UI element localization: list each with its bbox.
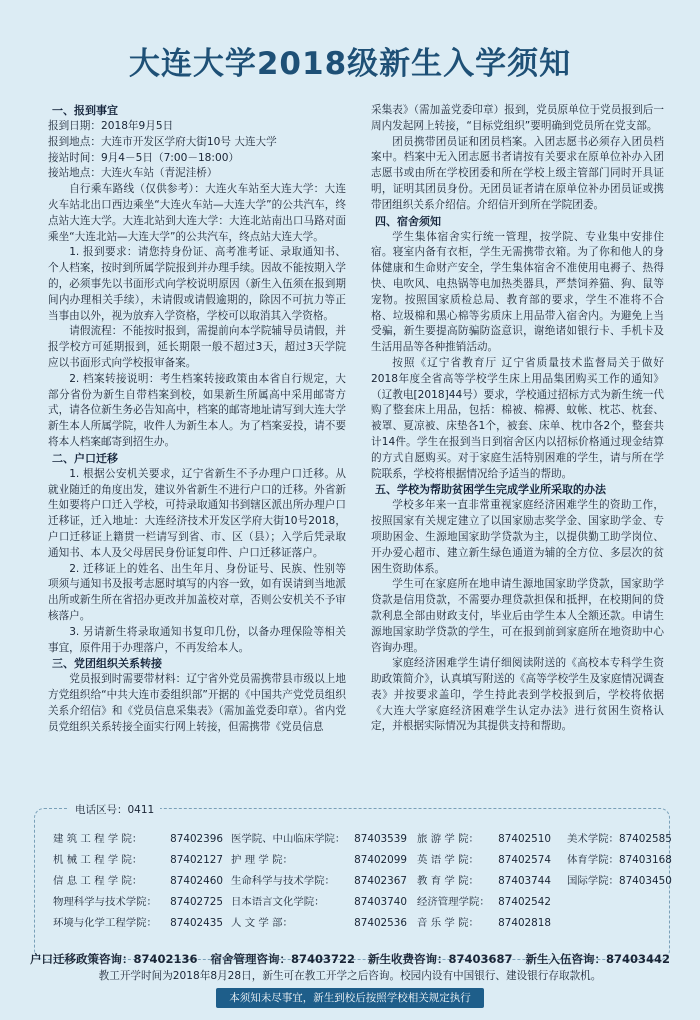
paragraph: 按照《辽宁省教育厅 辽宁省质量技术监督局关于做好2018年度全省高等学校学生床上用品集团购买工作的通知》（辽教电[2018]44号）要求，学校通过招标方式为新生统一代购了整套床上用品，包括：棉被、棉褥、蚊帐、枕芯、枕套、被罩、夏凉被、床垫各1个，被套、床单、枕巾各2个，整套共计14件。学生在报到当日到宿舍区内以招标价格通过现金结算的方式自愿购买。对于家庭生活特别困难的学生，请与所在学院联系，学校将根据情况给予适当的帮助。 xyxy=(371,356,664,480)
hotline-item: 户口迁移政策咨询：87402136 xyxy=(30,952,198,966)
department-name: 信 息 工 程 学 院： xyxy=(53,875,143,887)
paragraph: 请假流程：不能按时报到，需提前向本学院辅导员请假，并报学校方可延期报到，延长期限一般不超过3天，超过3天学院应以书面形式向学校报审备案。 xyxy=(48,325,346,369)
department-phone: 87402536 xyxy=(354,917,407,929)
department-name: 环境与化学工程学院： xyxy=(53,917,157,929)
contact-row xyxy=(53,829,223,850)
department-phone: 87403539 xyxy=(354,833,407,845)
paragraph: 团员携带团员证和团员档案。入团志愿书必须存入团员档案中。档案中无入团志愿书者请按有关要求在原单位补办入团志愿书或由所在学校团委和所在学校上级主管部门同时开具证明，证明其团员身份。无团员证者请在原单位补办团员证或携带团组织关系介绍信。介绍信开到所在学院团委。 xyxy=(371,135,664,211)
contact-row xyxy=(231,892,407,913)
hotline-item: 新生入伍咨询：87403442 xyxy=(525,952,670,966)
department-name: 教 育 学 院： xyxy=(417,875,479,887)
department-name: 旅 游 学 院： xyxy=(417,833,479,845)
contact-row xyxy=(417,850,551,871)
info-line: 报到日期：2018年9月5日 xyxy=(48,120,174,132)
info-line: 报到地点：大连市开发区学府大街10号 大连大学 xyxy=(48,135,277,148)
department-name: 国际学院： xyxy=(567,875,619,887)
department-name: 医学院、中山临床学院： xyxy=(231,833,346,845)
notice-body xyxy=(48,103,664,803)
department-phone: 87403168 xyxy=(618,854,672,866)
right-column xyxy=(371,103,664,803)
contact-column xyxy=(567,829,672,892)
bank-note: 教工开学时间为2018年8月28日，新生可在教工开学之后咨询。校园内设有中国银行、建设银行存取款机。 xyxy=(98,970,602,982)
paragraph: 学校多年来一直非常重视家庭经济困难学生的资助工作，按照国家有关规定建立了以国家励志奖学金、国家助学金、专项助困金、生源地国家助学贷款为主，以提供勤工助学岗位、开办爱心超市、建立新生绿色通道为辅的全方位、多层次的贫困生资助体系。 xyxy=(371,499,664,575)
department-phone: 87403740 xyxy=(354,896,407,908)
section-heading: 四、宿舍须知 xyxy=(375,214,441,228)
contact-row xyxy=(53,871,223,892)
contact-row xyxy=(231,871,407,892)
contact-row xyxy=(53,892,223,913)
info-line: 接站地点：大连火车站（青泥洼桥） xyxy=(48,167,218,180)
paragraph: 采集表》（需加盖党委印章）报到，党员原单位于党员报到后一周内发起网上转接，“目标党组织”要明确到党员所在党支部。 xyxy=(371,104,664,132)
contact-column xyxy=(417,829,551,934)
contact-column xyxy=(231,829,407,934)
contact-column xyxy=(53,829,223,934)
contact-row xyxy=(567,850,672,871)
department-name: 体育学院： xyxy=(567,854,619,866)
department-name: 物理科学与技术学院： xyxy=(53,896,157,908)
department-phone: 87402574 xyxy=(498,854,551,866)
contact-row xyxy=(231,850,407,871)
contact-row xyxy=(417,913,551,934)
section-heading: 五、学校为帮助贫困学生完成学业所采取的办法 xyxy=(375,483,606,497)
paragraph: 2. 迁移证上的姓名、出生年月、身份证号、民族、性别等项须与通知书及报考志愿时填写的内容一致，如有误请到当地派出所或新生所在省招办更改并加盖校对章，否则公安机关不予审核落户。 xyxy=(48,562,346,622)
contact-row xyxy=(231,829,407,850)
department-name: 人 文 学 部： xyxy=(231,917,293,929)
contact-row xyxy=(231,913,407,934)
left-column xyxy=(48,103,346,803)
paragraph: 自行乘车路线（仅供参考）：大连火车站至大连大学：大连火车站北出口西边乘坐“大连火车站—大连大学”的公共汽车，终点站大连大学。大连北站到大连大学：大连北站南出口马路对面乘坐“大连北站—大连大学”的公共汽车，终点站大连大学。 xyxy=(48,183,346,243)
department-phone: 87402367 xyxy=(354,875,407,887)
hotline-item: 宿舍管理咨询：87403722 xyxy=(210,952,355,966)
contact-row xyxy=(417,892,551,913)
area-code-label: 电话区号：0411 xyxy=(69,802,160,817)
section-heading: 二、户口迁移 xyxy=(52,451,118,465)
info-line: 接站时间：9月4－5日（7:00－18:00） xyxy=(48,151,240,164)
department-name: 英 语 学 院： xyxy=(417,854,479,866)
paragraph: 家庭经济困难学生请仔细阅读附送的《高校本专科学生资助政策简介》，认真填写附送的《高等学校学生及家庭情况调查表》并按要求盖印，学生持此表到学校报到后，学校将依据《大连大学家庭经济困难学生认定办法》进行贫困生资格认定，并根据实际情况为其提供支持和帮助。 xyxy=(371,657,664,733)
paragraph: 党员报到时需要带材料：辽宁省外党员需携带县市级以上地方党组织给“中共大连市委组织部”开据的《中国共产党党员组织关系介绍信》和《党员信息采集表》（需加盖党委印章）。省内党员党组织关系转接全面实行网上转接，但需携带《党员信息 xyxy=(48,673,346,733)
department-name: 建 筑 工 程 学 院： xyxy=(53,833,143,845)
paragraph: 1. 根据公安机关要求，辽宁省新生不予办理户口迁移。从就业随迁的角度出发，建议外省新生不进行户口的迁移。外省新生如要将户口迁入学校，可持录取通知书到辖区派出所办理户口迁移证，迁入地址：大连经济技术开发区学府大街10号2018，户口迁移证上籍贯一栏请写到省、市、区（县）；入学后凭录取通知书、本人及父母居民身份证复印件、户口迁移证落户。 xyxy=(48,467,346,559)
section-heading: 一、报到事宜 xyxy=(52,104,118,117)
contact-row xyxy=(417,829,551,850)
contact-row xyxy=(53,913,223,934)
contact-row xyxy=(53,850,223,871)
paragraph: 学生可在家庭所在地申请生源地国家助学贷款，国家助学贷款是信用贷款，不需要办理贷款担保和抵押，在校期间的贷款利息全部由财政支付，毕业后由学生本人全额还款。申请生源地国家助学贷款的学生，可在报到前到家庭所在地资助中心咨询办理。 xyxy=(371,578,664,654)
department-phone: 87402818 xyxy=(498,917,551,929)
paragraph: 学生集体宿舍实行统一管理，按学院、专业集中安排住宿。寝室内备有衣柜，学生无需携带衣箱。为了你和他人的身体健康和生命财产安全，学生集体宿舍不准使用电褥子、热得快、电吹风、电热锅等电加热类器具，严禁饲养猫、狗、鼠等宠物。按照国家质检总局、教育部的要求，学生不准将不合格、垃圾棉和黑心棉等劣质床上用品带入宿舍内。为避免上当受骗，新生要提高防骗防盗意识，谢绝诸如银行卡、手机卡及生活用品等各种推销活动。 xyxy=(371,230,664,354)
department-name: 护 理 学 院： xyxy=(231,854,293,866)
department-phone: 87403744 xyxy=(498,875,551,887)
department-phone: 87402396 xyxy=(170,833,223,845)
page-title: 大连大学2018级新生入学须知 xyxy=(128,46,572,82)
department-phone: 87402435 xyxy=(170,917,223,929)
contact-row xyxy=(567,871,672,892)
department-name: 日本语言文化学院： xyxy=(231,896,325,908)
footer-banner: 本须知未尽事宜，新生到校后按照学校相关规定执行 xyxy=(216,988,484,1008)
hotline-row xyxy=(30,951,670,967)
department-name: 生命科学与技术学院： xyxy=(231,875,335,887)
paragraph: 3. 另请新生将录取通知书复印几份，以备办理保险等相关事宜，原件用于办理落户，不再发给本人。 xyxy=(48,625,346,654)
department-name: 音 乐 学 院： xyxy=(417,917,479,929)
department-phone: 87402510 xyxy=(498,833,551,845)
department-phone: 87402460 xyxy=(170,875,223,887)
department-phone: 87402099 xyxy=(354,854,407,866)
department-phone: 87403450 xyxy=(618,875,672,887)
department-phone: 87402542 xyxy=(498,896,551,908)
department-name: 机 械 工 程 学 院： xyxy=(53,854,143,866)
department-name: 经济管理学院： xyxy=(417,896,490,908)
paragraph: 1. 报到要求：请您持身份证、高考准考证、录取通知书、个人档案，按时到所属学院报到并办理手续。因故不能按期入学的，必须事先以书面形式向学校说明原因（新生入伍须在报到期间内办理相关手续），未请假或请假逾期的，除因不可抗力等正当事由以外，视为放弃入学资格，学校可以取消其入学资格。 xyxy=(48,246,346,322)
contact-panel xyxy=(34,804,672,960)
department-phone: 87402127 xyxy=(170,854,223,866)
department-phone: 87402585 xyxy=(618,833,672,845)
paragraph: 2. 档案转接说明：考生档案转接政策由本省自行规定，大部分省份为新生自带档案到校，如果新生所属高中采用邮寄方式，请各位新生务必告知高中，档案的邮寄地址请写到大连大学新生本人所属学院，收件人为新生本人。为了档案妥投，请不要将本人档案邮寄到招生办。 xyxy=(48,372,346,448)
hotline-item: 新生收费咨询：87403687 xyxy=(367,952,513,966)
department-phone: 87402725 xyxy=(170,896,223,908)
contact-row xyxy=(567,829,672,850)
section-heading: 三、党团组织关系转接 xyxy=(52,657,162,671)
contact-row xyxy=(417,871,551,892)
department-name: 美术学院： xyxy=(567,833,619,845)
